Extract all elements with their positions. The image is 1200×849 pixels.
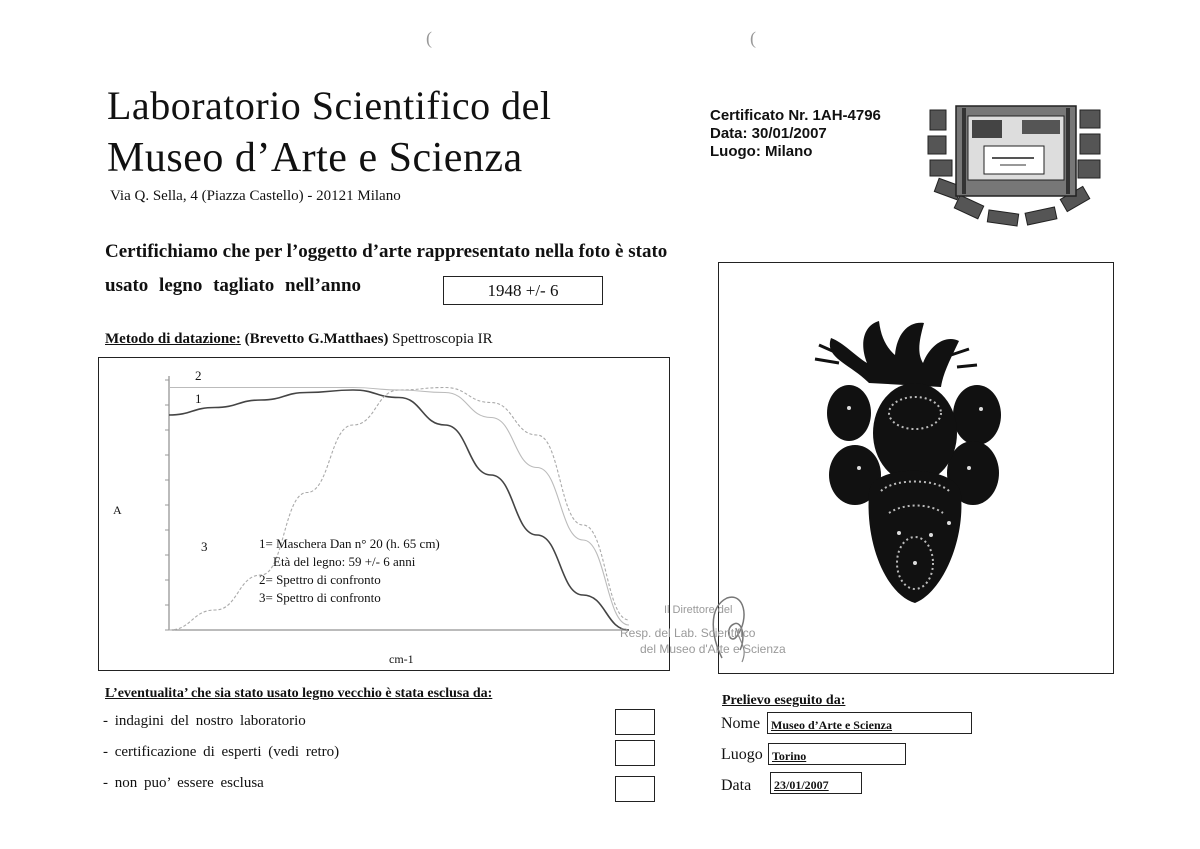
series-number-label: 1 bbox=[195, 391, 202, 406]
punch-mark: ( bbox=[426, 28, 432, 48]
legend-entry: Età del legno: 59 +/- 6 anni bbox=[273, 554, 416, 569]
series-number-label: 3 bbox=[201, 539, 208, 554]
method-technique: Spettroscopia IR bbox=[392, 331, 493, 347]
method-patent: (Brevetto G.Matthaes) bbox=[244, 331, 389, 347]
checkbox-not-excluded[interactable] bbox=[615, 776, 655, 802]
spectrum-chart-frame bbox=[98, 357, 670, 671]
statement-line2: usato legno tagliato nell’anno bbox=[105, 275, 362, 296]
sampling-date-label: Data bbox=[721, 777, 752, 794]
checkbox-lab[interactable] bbox=[615, 709, 655, 735]
y-axis-label: A bbox=[113, 503, 122, 517]
certificate-number: Certificato Nr. 1AH-4796 bbox=[710, 107, 881, 124]
sampling-name-label: Nome bbox=[721, 715, 761, 732]
header-address: Via Q. Sella, 4 (Piazza Castello) - 20121 Milano bbox=[110, 188, 401, 204]
stamp-line2: Resp. del Lab. Scientifico bbox=[620, 626, 756, 640]
year-box: 1948 +/- 6 bbox=[443, 276, 603, 305]
certificate-info bbox=[710, 107, 881, 161]
sampling-place-field[interactable]: Torino bbox=[768, 743, 906, 765]
x-axis-label: cm-1 bbox=[389, 652, 414, 666]
exclusion-item: - certificazione di esperti (vedi retro) bbox=[103, 744, 340, 760]
legend-entry: 2= Spettro di confronto bbox=[259, 572, 381, 587]
stamp-line3: del Museo d'Arte e Scienza bbox=[640, 642, 786, 656]
statement-line1: Certifichiamo che per l’oggetto d’arte rappresentato nella foto è stato bbox=[105, 241, 668, 262]
header-title-line1: Laboratorio Scientifico del bbox=[107, 83, 552, 128]
series-line-2 bbox=[169, 388, 629, 626]
castle-map-logo bbox=[922, 100, 1112, 235]
certificate-date: Data: 30/01/2007 bbox=[710, 125, 827, 142]
legend-entry: 1= Maschera Dan n° 20 (h. 65 cm) bbox=[259, 536, 440, 551]
exclusion-item: - non puo’ essere esclusa bbox=[103, 775, 264, 791]
legend-entry: 3= Spettro di confronto bbox=[259, 590, 381, 605]
method-label: Metodo di datazione bbox=[105, 331, 236, 347]
sampling-heading: Prelievo eseguito da: bbox=[722, 693, 846, 708]
method-line: Metodo di datazione: (Brevetto G.Matthaes) Spettroscopia IR bbox=[105, 331, 493, 347]
stamp-line1: Il Direttore del bbox=[664, 604, 733, 616]
series-line-1 bbox=[169, 390, 629, 630]
exclusion-heading: L’eventualita’ che sia stato usato legno vecchio è stata esclusa da: bbox=[105, 686, 493, 701]
director-stamp bbox=[612, 588, 862, 668]
series-line-3 bbox=[169, 388, 629, 631]
punch-mark: ( bbox=[750, 28, 756, 48]
header-title-line2: Museo d’Arte e Scienza bbox=[107, 135, 523, 181]
checkbox-experts[interactable] bbox=[615, 740, 655, 766]
certificate-place: Luogo: Milano bbox=[710, 143, 813, 160]
sampling-date-field[interactable]: 23/01/2007 bbox=[770, 772, 862, 794]
sampling-name-field[interactable]: Museo d’Arte e Scienza bbox=[767, 712, 972, 734]
spectrum-chart bbox=[99, 358, 669, 670]
series-number-label: 2 bbox=[195, 368, 202, 383]
sampling-place-label: Luogo bbox=[721, 746, 763, 763]
exclusion-item: - indagini del nostro laboratorio bbox=[103, 713, 306, 729]
